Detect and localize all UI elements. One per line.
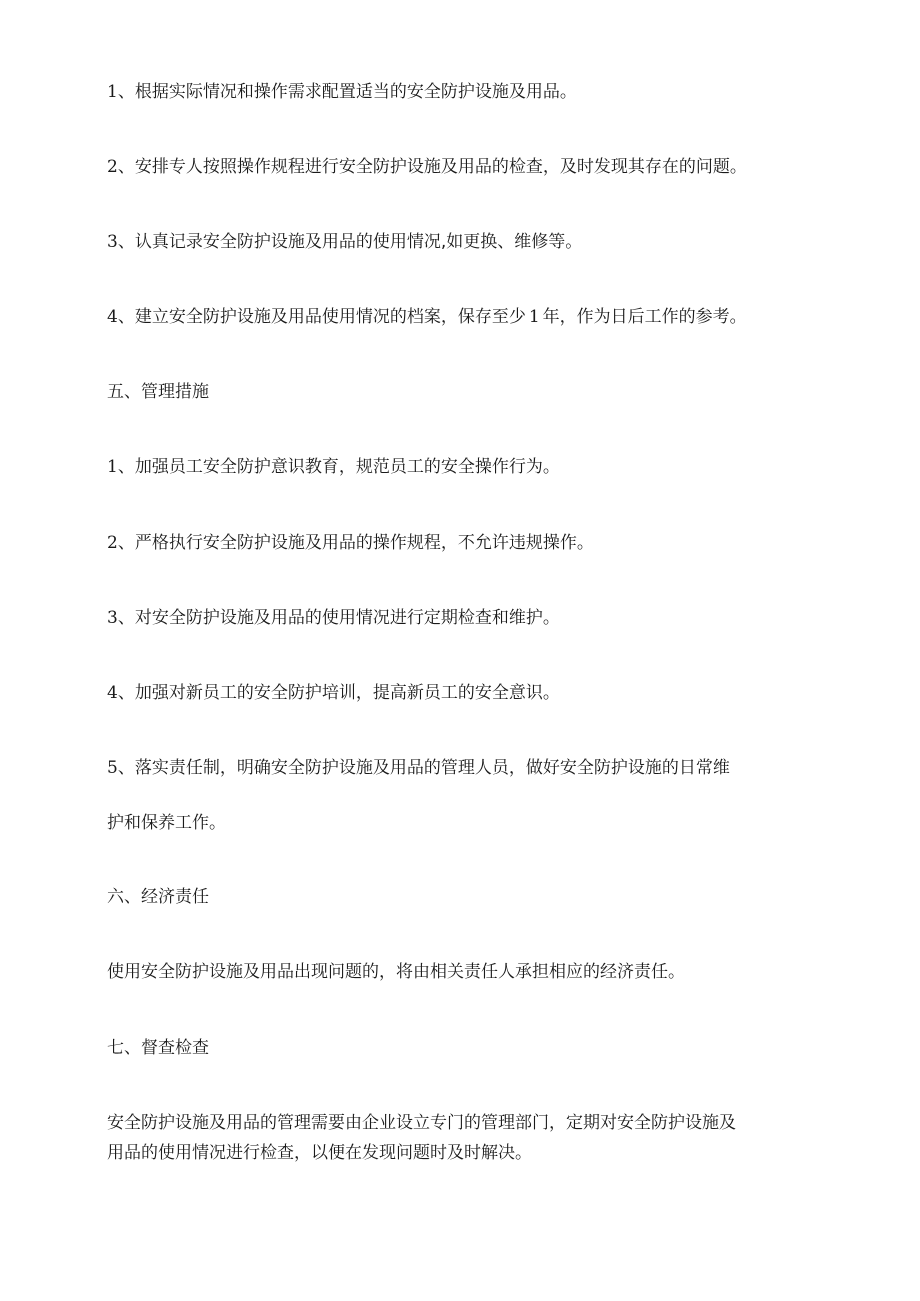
item-separator: 、 [117,758,135,778]
list-item [107,757,807,779]
item-number: 2 [107,157,118,177]
item-text: 根据实际情况和操作需求配置适当的安全防护设施及用品。 [134,82,577,102]
item-text: 安排专人按照操作规程进行安全防护设施及用品的检查，及时发现其存在的问题。 [134,157,747,177]
item-separator: 、 [117,232,135,252]
item-number: 1 [107,457,118,477]
section-body-line: 安全防护设施及用品的管理需要由企业设立专门的管理部门，定期对安全防护设施及 [107,1113,736,1133]
item-separator: 、 [117,533,135,553]
item-text: 加强对新员工的安全防护培训，提高新员工的安全意识。 [134,683,560,703]
item-number: 3 [107,608,118,628]
item-text: 加强员工安全防护意识教育，规范员工的安全操作行为。 [134,457,560,477]
list-item [107,231,807,253]
item-number: 4 [107,683,118,703]
list-item [107,532,807,554]
item-text: 严格执行安全防护设施及用品的操作规程，不允许违规操作。 [134,533,594,553]
item-text: 落实责任制，明确安全防护设施及用品的管理人员，做好安全防护设施的日常维 [134,758,730,778]
section-heading: 六、经济责任 [107,887,209,907]
list-item-continuation: 护和保养工作。 [107,813,226,833]
item-separator: 、 [117,683,135,703]
section-heading: 七、督查检查 [107,1038,209,1058]
item-number: 4 [107,307,118,327]
list-item [107,81,807,103]
item-number: 1 [107,82,118,102]
item-text: 建立安全防护设施及用品使用情况的档案，保存至少 [134,307,526,327]
item-separator: 、 [117,157,135,177]
list-item [107,156,807,178]
item-number: 2 [107,533,118,553]
section-body-line: 用品的使用情况进行检查，以便在发现问题时及时解决。 [107,1143,532,1163]
item-separator: 、 [117,82,135,102]
item-number: 3 [107,232,118,252]
item-text: 对安全防护设施及用品的使用情况进行定期检查和维护。 [134,608,560,628]
item-text: 年，作为日后工作的参考。 [542,307,747,327]
item-number: 5 [107,758,118,778]
inline-number: 1 [528,307,540,327]
list-item [107,682,807,704]
item-separator: 、 [117,307,135,327]
item-text: 认真记录安全防护设施及用品的使用情况,如更换、维修等。 [134,232,583,252]
section-body: 使用安全防护设施及用品出现问题的，将由相关责任人承担相应的经济责任。 [107,962,685,982]
item-separator: 、 [117,608,135,628]
list-item [107,607,807,629]
item-separator: 、 [117,457,135,477]
list-item [107,456,807,478]
section-heading: 五、管理措施 [107,382,209,402]
list-item [107,306,807,328]
